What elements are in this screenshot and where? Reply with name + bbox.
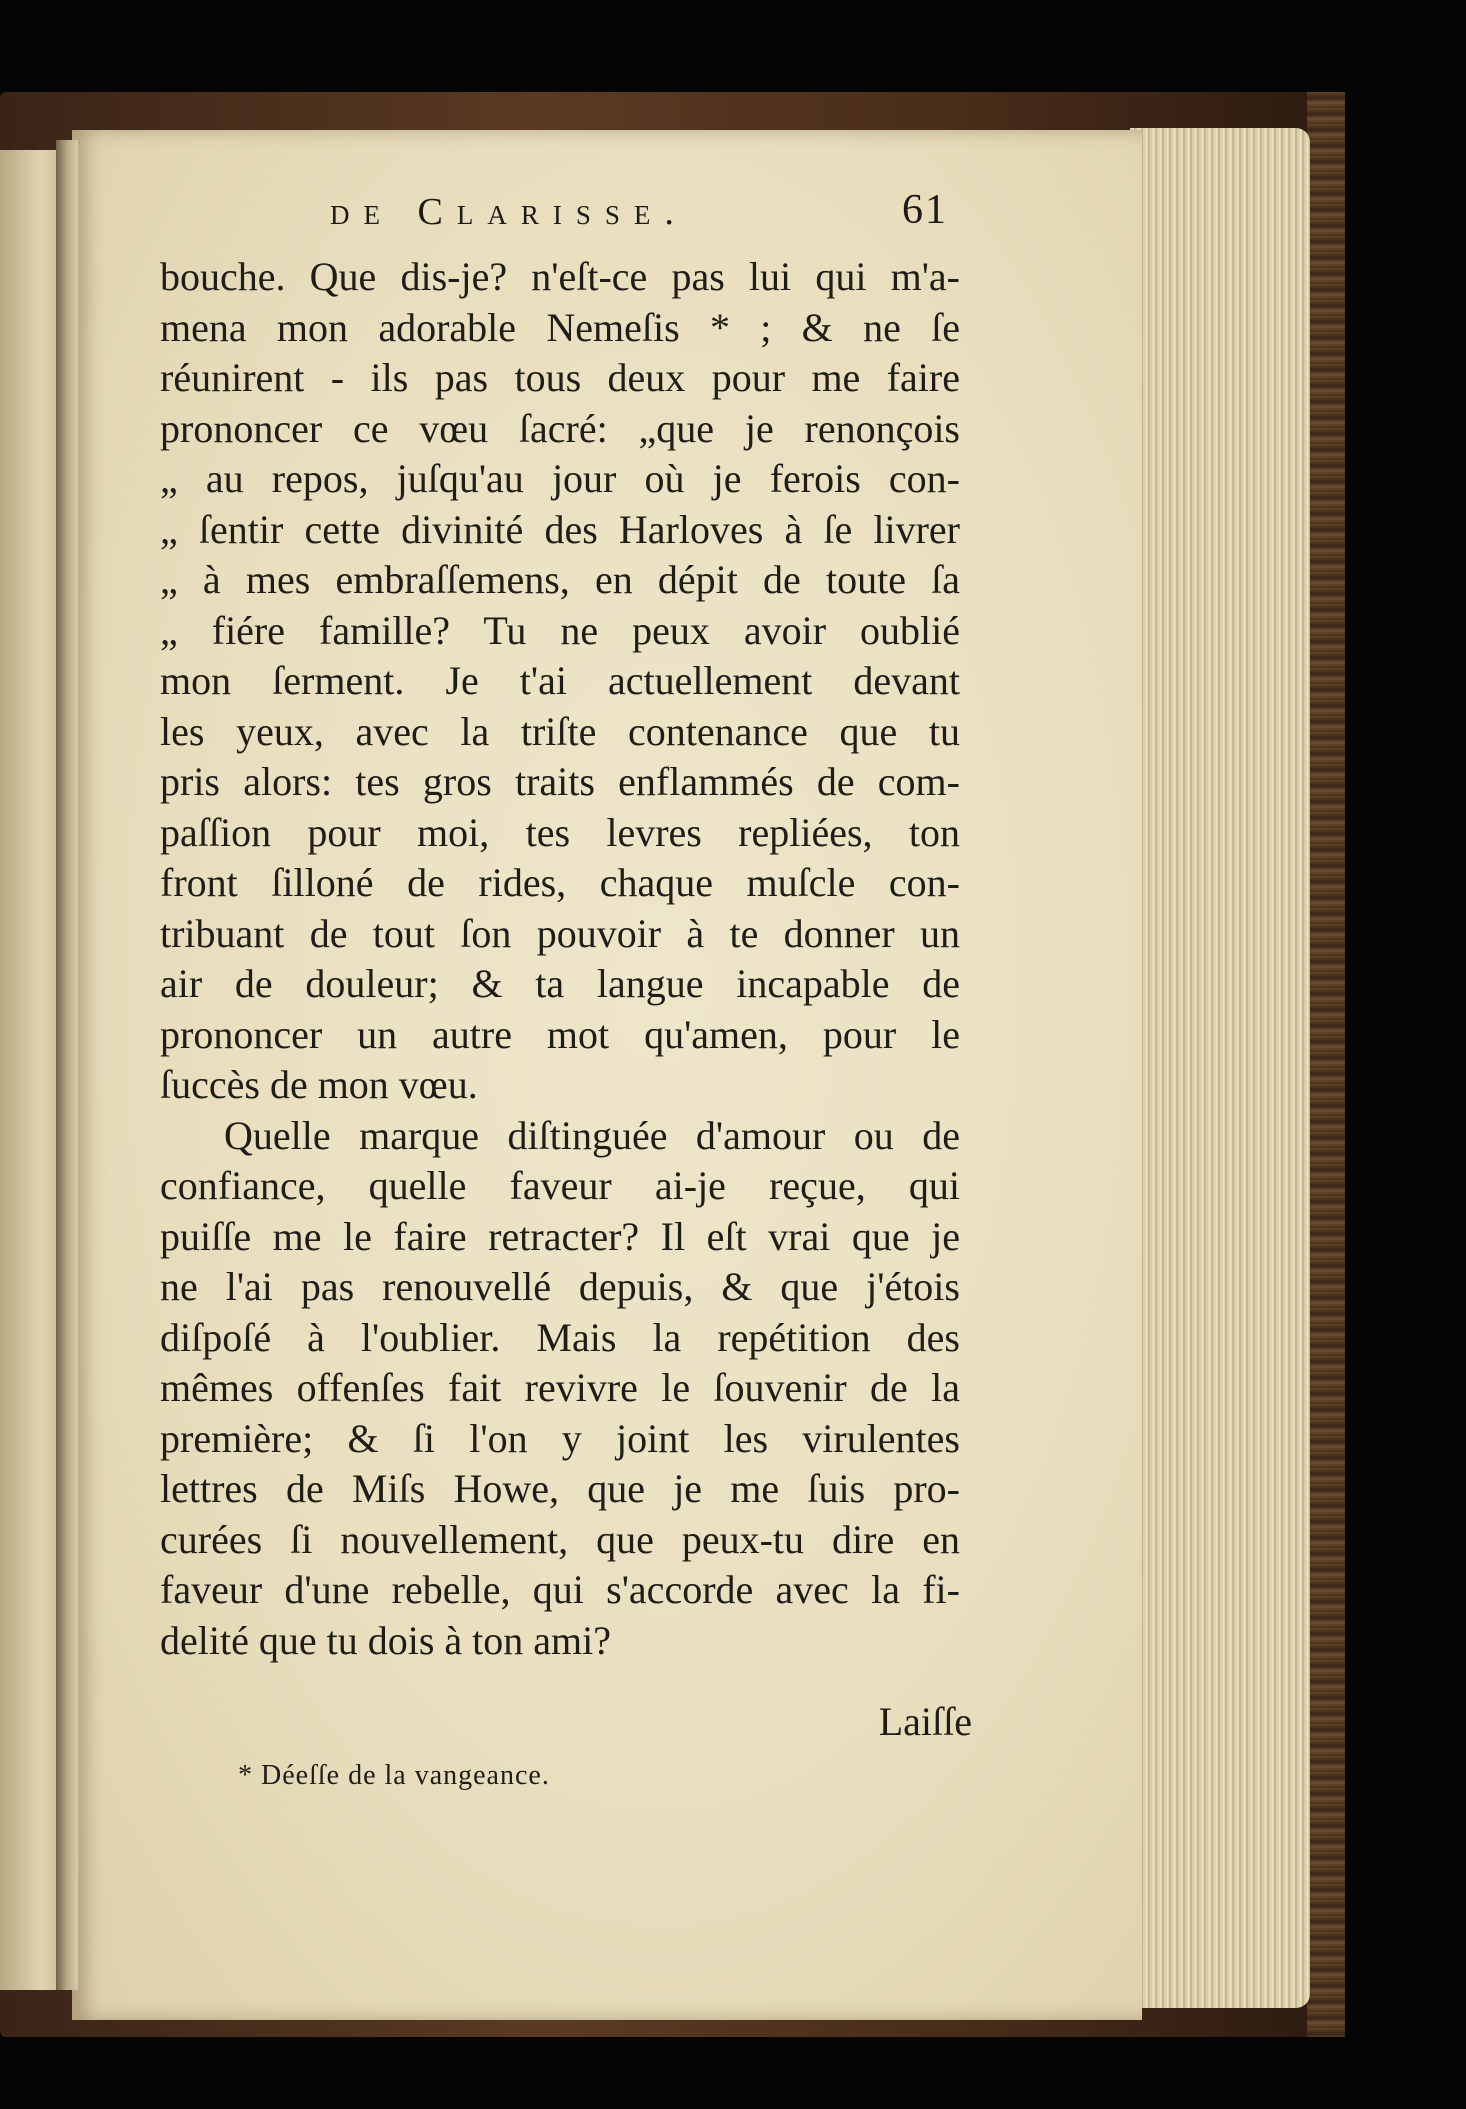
- text-line: „ au repos, juſqu'au jour où je ferois con-: [160, 456, 960, 501]
- text-line: mêmes offenſes fait revivre le ſouvenir de la: [160, 1365, 960, 1410]
- text-line: première; & ſi l'on y joint les virulentes: [160, 1415, 960, 1461]
- text-line: prononcer ce vœu ſacré: „que je renonçois: [160, 405, 960, 451]
- text-line: confiance, quelle faveur ai-je reçue, qui: [160, 1163, 960, 1208]
- text-line: „ fiére famille? Tu ne peux avoir oublié: [160, 607, 960, 653]
- text-line: les yeux, avec la triſte contenance que tu: [160, 708, 960, 754]
- text-line: ſuccès de mon vœu.: [160, 1062, 478, 1107]
- text-line: prononcer un autre mot qu'amen, pour le: [160, 1011, 960, 1057]
- text-line: mon ſerment. Je t'ai actuellement devant: [160, 658, 960, 703]
- text-line: mena mon adorable Nemeſis * ; & ne ſe: [160, 304, 960, 350]
- left-page-edge: [0, 150, 60, 1990]
- text-line: bouche. Que dis-je? n'eſt-ce pas lui qui m'a-: [160, 254, 960, 299]
- text-line: pris alors: tes gros traits enflammés de com-: [160, 759, 960, 804]
- page-number: 61: [902, 187, 948, 233]
- text-line: curées ſi nouvellement, que peux-tu dire en: [160, 1516, 960, 1562]
- text-line: paſſion pour moi, tes levres repliées, ton: [160, 809, 960, 855]
- text-line: diſpoſé à l'oublier. Mais la repétition des: [160, 1314, 960, 1360]
- text-line: „ ſentir cette divinité des Harloves à ſe livrer: [160, 506, 960, 552]
- text-line: air de douleur; & ta langue incapable de: [160, 961, 960, 1006]
- text-line: front ſilloné de rides, chaque muſcle con-: [160, 860, 960, 905]
- text-line: puiſſe me le faire retracter? Il eſt vrai que je: [160, 1213, 960, 1259]
- text-line: Quelle marque diſtinguée d'amour ou de: [224, 1112, 960, 1158]
- cover-edge: [1307, 92, 1345, 2037]
- running-head: de Clarisse.: [330, 191, 688, 233]
- text-line: „ à mes embraſſemens, en dépit de toute ſa: [160, 557, 960, 602]
- page-stack-edge: [1130, 128, 1310, 2008]
- text-line: delité que tu dois à ton ami?: [160, 1617, 611, 1663]
- text-line: ne l'ai pas renouvellé depuis, & que j'étois: [160, 1264, 960, 1309]
- page-gutter: [56, 140, 78, 1990]
- catchword: Laiſſe: [878, 1699, 972, 1744]
- text-line: tribuant de tout ſon pouvoir à te donner un: [160, 910, 960, 956]
- text-line: réunirent - ils pas tous deux pour me faire: [160, 355, 960, 400]
- page-body: [160, 252, 960, 1666]
- footnote: * Déeſſe de la vangeance.: [238, 1760, 550, 1791]
- text-line: lettres de Miſs Howe, que je me ſuis pro-: [160, 1466, 960, 1511]
- text-line: faveur d'une rebelle, qui s'accorde avec la fi-: [160, 1567, 960, 1612]
